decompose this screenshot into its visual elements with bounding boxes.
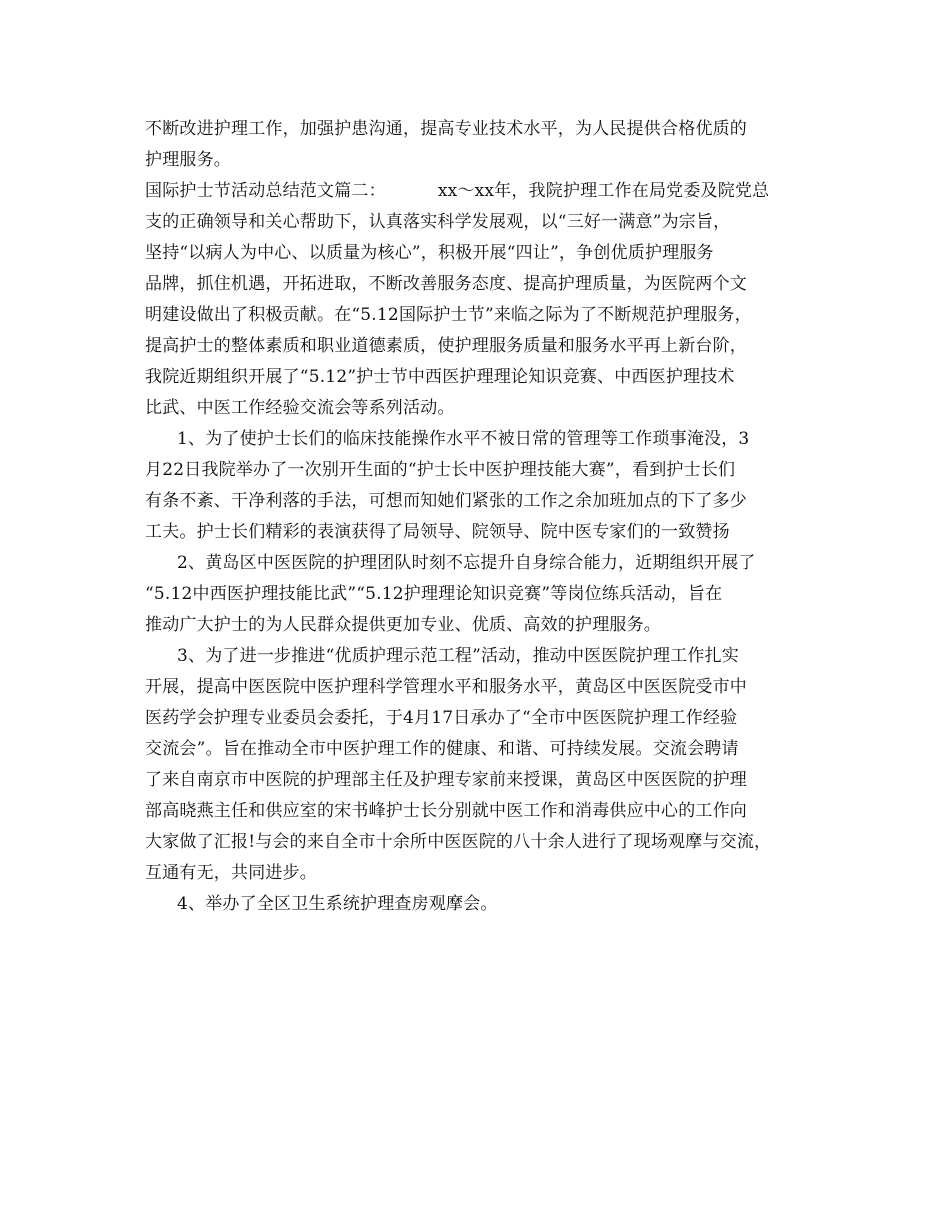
text-line: 大家做了汇报!与会的来自全市十余所中医医院的八十余人进行了现场观摩与交流， <box>145 832 772 852</box>
text-line: 有条不紊、干净利落的手法，可想而知她们紧张的工作之余加班加点的下了多少 <box>145 491 747 511</box>
document-body <box>145 114 825 920</box>
text-line: 了来自南京市中医院的护理部主任及护理专家前来授课，黄岛区中医医院的护理 <box>145 770 747 790</box>
text-line: 明建设做出了积极贡献。在“5.12国际护士节”来临之际为了不断规范护理服务， <box>145 305 752 325</box>
text-line: 护理服务。 <box>145 150 231 170</box>
text-line: 交流会”。旨在推动全市中医护理工作的健康、和谐、可持续发展。交流会聘请 <box>145 739 739 759</box>
text-line: “5.12中西医护理技能比武”“5.12护理理论知识竞赛”等岗位练兵活动，旨在 <box>145 584 723 604</box>
paragraph-start-line: 1、为了使护士长们的临床技能操作水平不被日常的管理等工作琐事淹没，3 <box>177 429 750 449</box>
text-line: 不断改进护理工作，加强护患沟通，提高专业技术水平，为人民提供合格优质的 <box>145 119 747 139</box>
text-line: 开展，提高中医医院中医护理科学管理水平和服务水平，黄岛区中医医院受市中 <box>145 677 747 697</box>
text-line: 部高晓燕主任和供应室的宋书峰护士长分别就中医工作和消毒供应中心的工作向 <box>145 801 747 821</box>
text-line: 坚持“以病人为中心、以质量为核心”，积极开展“四让”，争创优质护理服务 <box>145 243 714 263</box>
text-line: 比武、中医工作经验交流会等系列活动。 <box>145 398 455 418</box>
paragraph-start-line: 4、举办了全区卫生系统护理查房观摩会。 <box>177 894 498 914</box>
text-line: 品牌，抓住机遇，开拓进取，不断改善服务态度、提高护理质量，为医院两个文 <box>145 274 747 294</box>
text-line: 工夫。护士长们精彩的表演获得了局领导、院领导、院中医专家们的一致赞扬 <box>145 522 730 542</box>
paragraph-start-line: 3、为了进一步推进“优质护理示范工程”活动，推动中医医院护理工作扎实 <box>177 646 739 666</box>
text-line: 我院近期组织开展了“5.12”护士节中西医护理理论知识竞赛、中西医护理技术 <box>145 367 735 387</box>
text-line: 支的正确领导和关心帮助下，认真落实科学发展观，以“三好一满意”为宗旨， <box>145 212 731 232</box>
text-line: 推动广大护士的为人民群众提供更加专业、优质、高效的护理服务。 <box>145 615 661 635</box>
text-line: 提高护士的整体素质和职业道德素质，使护理服务质量和服务水平再上新台阶， <box>145 336 747 356</box>
text-line: 互通有无，共同进步。 <box>145 863 317 883</box>
text-line: 医药学会护理专业委员会委托，于4月17日承办了“全市中医医院护理工作经验 <box>145 708 738 728</box>
text-line: 月22日我院举办了一次别开生面的“护士长中医护理技能大赛”，看到护士长们 <box>145 460 736 480</box>
paragraph-start-line: 2、黄岛区中医医院的护理团队时刻不忘提升自身综合能力，近期组织开展了 <box>177 553 756 573</box>
section-heading: 国际护士节活动总结范文篇二： <box>145 181 386 201</box>
text-line: xx～xx年，我院护理工作在局党委及院党总 <box>437 181 770 201</box>
section-heading-line <box>145 176 825 207</box>
